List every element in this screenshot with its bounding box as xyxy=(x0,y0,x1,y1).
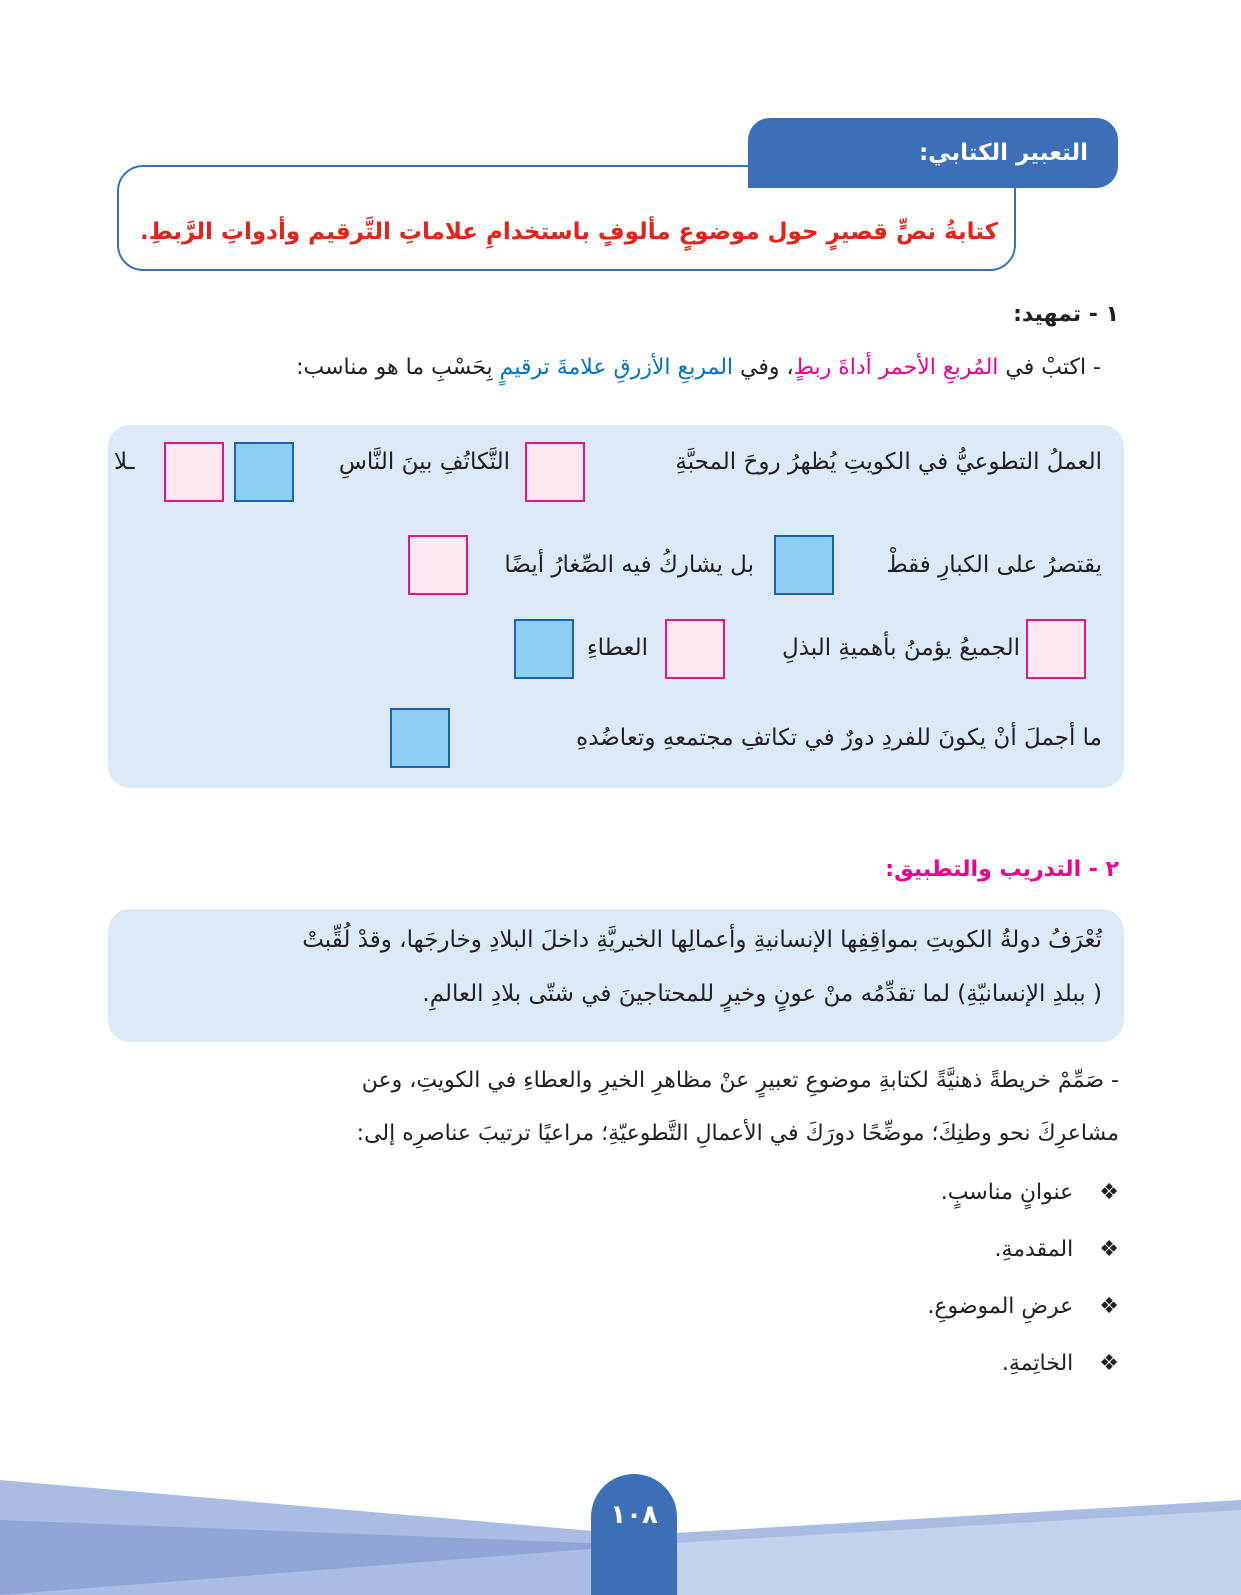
bullet-text: عرضِ الموضوعِ. xyxy=(927,1294,1074,1319)
instruction-part: - اكتبْ في xyxy=(998,355,1101,380)
diamond-bullet-icon: ❖ xyxy=(1099,1237,1119,1262)
exercise-line-1a: العملُ التطوعيُّ في الكويتِ يُظهرُ روحَ المحبَّةِ xyxy=(675,449,1102,475)
section-tab xyxy=(748,118,1118,188)
bullet-item xyxy=(927,1294,1119,1319)
red-answer-box[interactable] xyxy=(408,535,468,595)
objective-text: كتابةُ نصٍّ قصيرٍ حول موضوعٍ مألوفٍ باستخدامِ علاماتِ التَّرقيم وأدواتِ الرَّبطِ. xyxy=(140,219,998,245)
exercise-line-2b: بل يشاركُ فيه الصِّغارُ أيضًا xyxy=(504,552,754,578)
exercise-line-1b: التَّكاتُفِ بينَ النَّاسِ xyxy=(338,449,510,475)
instruction-red-square-text: المُربعِ الأحمر أداةَ ربطٍ xyxy=(793,355,999,380)
bullet-item xyxy=(1002,1351,1119,1376)
passage-line-2: ( ببلدِ الإنسانيّةِ) لما تقدِّمُه منْ عونٍ وخيرٍ للمحتاجينَ في شتّى بلادِ العالمِ. xyxy=(422,981,1102,1007)
task-line-1: - صَمِّمْ خريطةً ذهنيَّةً لكتابةِ موضوعِ تعبيرٍ عنْ مظاهرِ الخيرِ والعطاءِ في الكويتِ، وعن xyxy=(361,1068,1119,1093)
red-answer-box[interactable] xyxy=(665,619,725,679)
passage-panel xyxy=(108,909,1124,1042)
exercise-panel xyxy=(108,425,1124,788)
instruction-part: بِحَسْبِ ما هو مناسب: xyxy=(296,355,500,380)
diamond-bullet-icon: ❖ xyxy=(1099,1351,1119,1376)
red-answer-box[interactable] xyxy=(164,442,224,502)
instruction-part: ، وفي xyxy=(733,355,794,380)
section-tab-title: التعبير الكتابي: xyxy=(918,140,1088,166)
passage-line-1: تُعْرَفُ دولةُ الكويتِ بمواقِفِها الإنسانيةِ وأعمالِها الخيريَّةِ داخلَ البلادِ وخارجَها، وقدْ لُقِّبتْ xyxy=(302,927,1102,953)
exercise-line-3b: العطاءِ xyxy=(586,635,648,661)
bullet-text: المقدمةِ. xyxy=(994,1237,1074,1262)
exercise-line-2a: يقتصرُ على الكبارِ فقطْ xyxy=(886,552,1102,578)
section1-heading: ١ - تمهيد: xyxy=(1013,302,1119,327)
blue-answer-box[interactable] xyxy=(774,535,834,595)
bullet-text: عنوانٍ مناسبٍ. xyxy=(940,1180,1074,1205)
page-number: ١٠٨ xyxy=(591,1474,677,1595)
exercise-line-3a: الجميعُ يؤمنُ بأهميةِ البذلِ xyxy=(782,635,1020,661)
red-answer-box[interactable] xyxy=(1026,619,1086,679)
task-line-2: مشاعرِكَ نحو وطنِكَ؛ موضِّحًا دورَكَ في الأعمالِ التَّطوعيّةِ؛ مراعيًا ترتيبَ عناصرِه إلى: xyxy=(356,1121,1119,1146)
blue-answer-box[interactable] xyxy=(390,708,450,768)
instruction-blue-square-text: المربعِ الأزرقِ علامةَ ترقيمٍ xyxy=(499,355,734,380)
bullet-item xyxy=(941,1180,1119,1205)
diamond-bullet-icon: ❖ xyxy=(1099,1294,1119,1319)
section2-heading: ٢ - التدريب والتطبيق: xyxy=(885,857,1119,882)
blue-answer-box[interactable] xyxy=(514,619,574,679)
bullet-item xyxy=(994,1237,1119,1262)
exercise-line-4a: ما أجملَ أنْ يكونَ للفردِ دورٌ في تكاتفِ مجتمعهِ وتعاضُدهِ xyxy=(576,725,1102,751)
red-answer-box[interactable] xyxy=(525,442,585,502)
section1-instruction xyxy=(296,355,1101,380)
bullet-text: الخاتِمةِ. xyxy=(1001,1351,1074,1376)
diamond-bullet-icon: ❖ xyxy=(1099,1180,1119,1205)
exercise-line-1c: ـلا xyxy=(114,449,135,475)
blue-answer-box[interactable] xyxy=(234,442,294,502)
